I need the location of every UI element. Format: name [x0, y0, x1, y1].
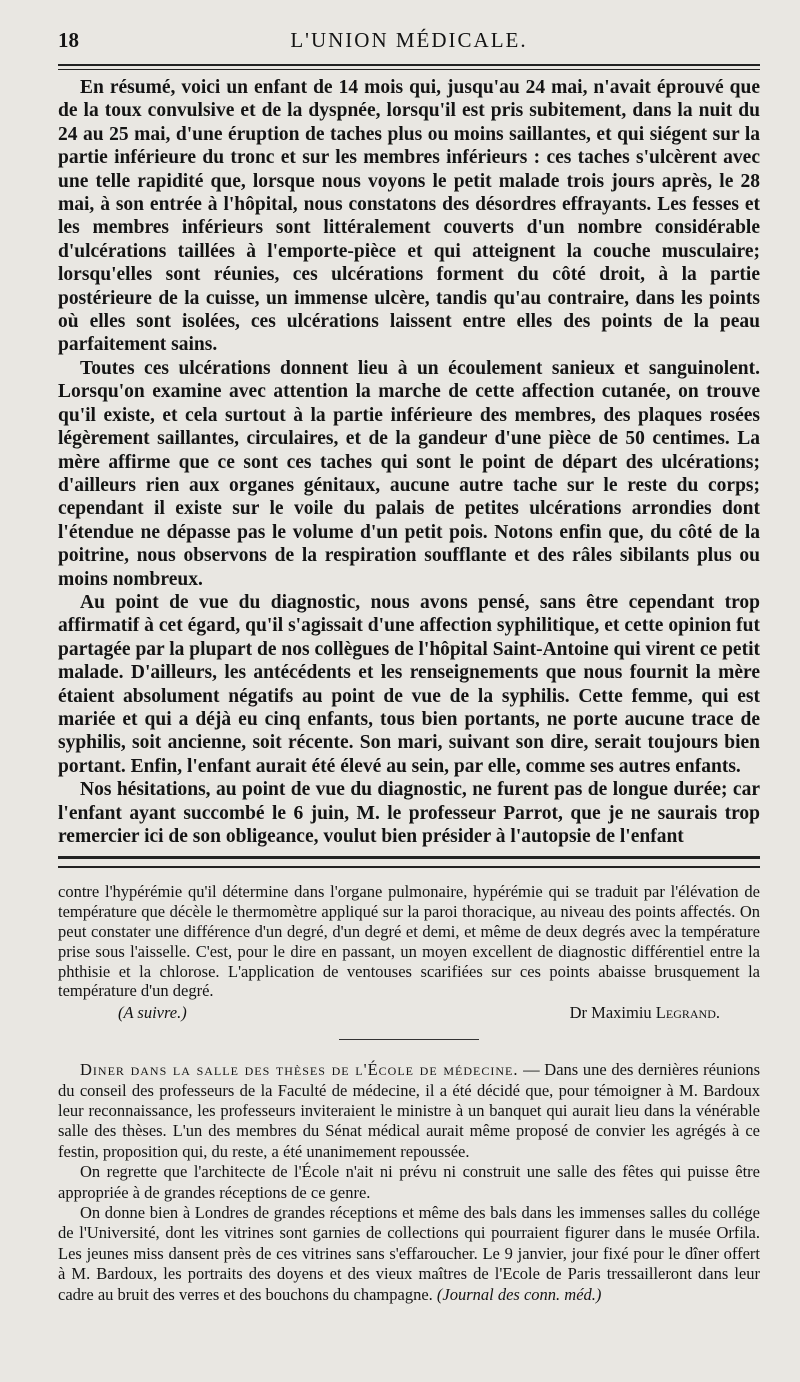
to-be-continued: (A suivre.)	[118, 1003, 187, 1023]
news-body: On donne bien à Londres de grandes réceptions et même des bals dans les immenses salles du collége de l'Université, dont les vitrines sont garnies de collections qui pourraient figurer dans le musée Orfila. Les jeunes miss dansent près de ces vitrines sans s'effaroucher. Le 9 janvier, jour fixé pour le dîner offert à M. Bardoux, les portraits des doyens et des vieux maîtres de l'Ecole de Paris tressailleront dans leur cadre au bruit des verres et des bouchons du champagne.	[58, 1203, 760, 1304]
main-paragraph: Nos hésitations, au point de vue du diagnostic, ne furent pas de longue durée; car l'enfant ayant succombé le 6 juin, M. le professeur Parrot, que je ne saurais trop remercier ici de son obligeance, voulut bien présider à l'autopsie de l'enfant	[58, 779, 760, 847]
page-header	[58, 0, 760, 52]
news-paragraph	[58, 1060, 760, 1162]
news-item	[58, 1060, 760, 1305]
news-paragraph	[58, 1203, 760, 1305]
main-paragraph: Toutes ces ulcérations donnent lieu à un écoulement sanieux et sanguinolent. Lorsqu'on examine avec attention la marche de cette affection cutanée, on trouve qu'il existe, et cela surtout à la partie inférieure des membres, des plaques rosées légèrement saillantes, circulaires, et de la gandeur d'une pièce de 50 centimes. La mère affirme que ce sont ces taches qui sont le point de départ des ulcérations; d'ailleurs rien aux organes génitaux, aucune autre tache sur le reste du corps; cependant il existe sur le voile du palais de petites ulcérations arrondies dont l'étendue ne dépasse pas le volume d'un petit pois. Notons enfin que, du côté de la poitrine, nous observons de la respiration soufflante et des râles sibilants plus ou moins nombreux.	[58, 357, 760, 590]
running-title: L'UNION MÉDICALE.	[290, 28, 528, 52]
note-paragraph: contre l'hypérémie qu'il détermine dans l'organe pulmonaire, hypérémie qui se traduit par l'élévation de température que décèle le thermomètre appliqué sur la paroi thoracique, au niveau des points affectés. On peut constater une différence d'un degré, d'un degré et demi, et même de deux degrés avec la température prise sous l'aisselle. C'est, pour le dire en passant, un moyen excellent de diagnostic différentiel entre la phthisie et la chlorose. L'application de ventouses scarifiées sur ces points abaisse brusquement la température d'un degré.	[58, 882, 760, 1001]
news-source: (Journal des conn. méd.)	[436, 1284, 602, 1304]
author-name: Dr Maximiu	[569, 1003, 652, 1023]
main-paragraph: En résumé, voici un enfant de 14 mois qui, jusqu'au 24 mai, n'avait éprouvé que de la toux convulsive et de la dyspnée, lorsqu'il est pris subitement, dans la nuit du 24 au 25 mai, d'une éruption de taches plus ou moins saillantes, et qui siégent sur la partie inférieure du tronc et sur les membres inférieurs : ces taches s'ulcèrent avec une telle rapidité que, lorsque nous voyons le petit malade trois jours après, le 28 mai, à son entrée à l'hôpital, nous constatons des désordres effrayants. Les fesses et les membres inférieurs sont littéralement couverts d'un nombre considérable d'ulcérations taillées à l'emporte-pièce et qui atteignent la couche musculaire; lorsqu'elles sont réunies, ces ulcérations forment du côté droit, à la partie postérieure de la cuisse, un immense ulcère, tandis qu'au contraire, dans les points où elles sont isolées, ces ulcérations laissent entre elles des points de la peau parfaitement sains.	[58, 77, 760, 356]
news-title: Diner dans la salle des thèses de l'École de médecine.	[80, 1060, 519, 1080]
main-article-text	[58, 76, 760, 848]
header-rule	[58, 64, 760, 70]
signature-line	[58, 1003, 760, 1023]
continued-note	[58, 882, 760, 1001]
author-signature	[570, 1003, 720, 1023]
page-number: 18	[58, 28, 79, 52]
news-paragraph: On regrette que l'architecte de l'École n'ait ni prévu ni construit une salle des fêtes qui puisse être appropriée à de grandes réceptions de ce genre.	[58, 1162, 760, 1202]
news-body: — Dans une des dernières réunions du conseil des professeurs de la Faculté de médecine, il a été décidé que, pour témoigner à M. Bardoux leur reconnaissance, les professeurs inviteraient le ministre à un banquet qui aurait lieu dans la vénérable salle des thèses. L'un des membres du Sénat médical aurait même proposé de convier les agrégés à ce festin, proposition qui, du reste, a été unanimement repoussée.	[58, 1060, 760, 1161]
author-surname: Legrand.	[655, 1003, 720, 1023]
section-divider	[58, 856, 760, 868]
main-paragraph: Au point de vue du diagnostic, nous avons pensé, sans être cependant trop affirmatif à cet égard, qu'il s'agissait d'une affection syphilitique, et cette opinion fut partagée par la plupart de nos collègues de l'hôpital Saint-Antoine qui virent ce petit malade. D'ailleurs, les antécédents et les renseignements que nous fournit la mère étaient absolument négatifs au point de vue de la syphilis. Cette femme, qui est mariée et qui a déjà eu cinq enfants, tous bien portants, ne porte aucune trace de syphilis, soit ancienne, soit récente. Son mari, suivant son dire, serait toujours bien portant. Enfin, l'enfant aurait été élevé au sein, par elle, comme ses autres enfants.	[58, 591, 760, 777]
short-divider	[339, 1039, 479, 1040]
